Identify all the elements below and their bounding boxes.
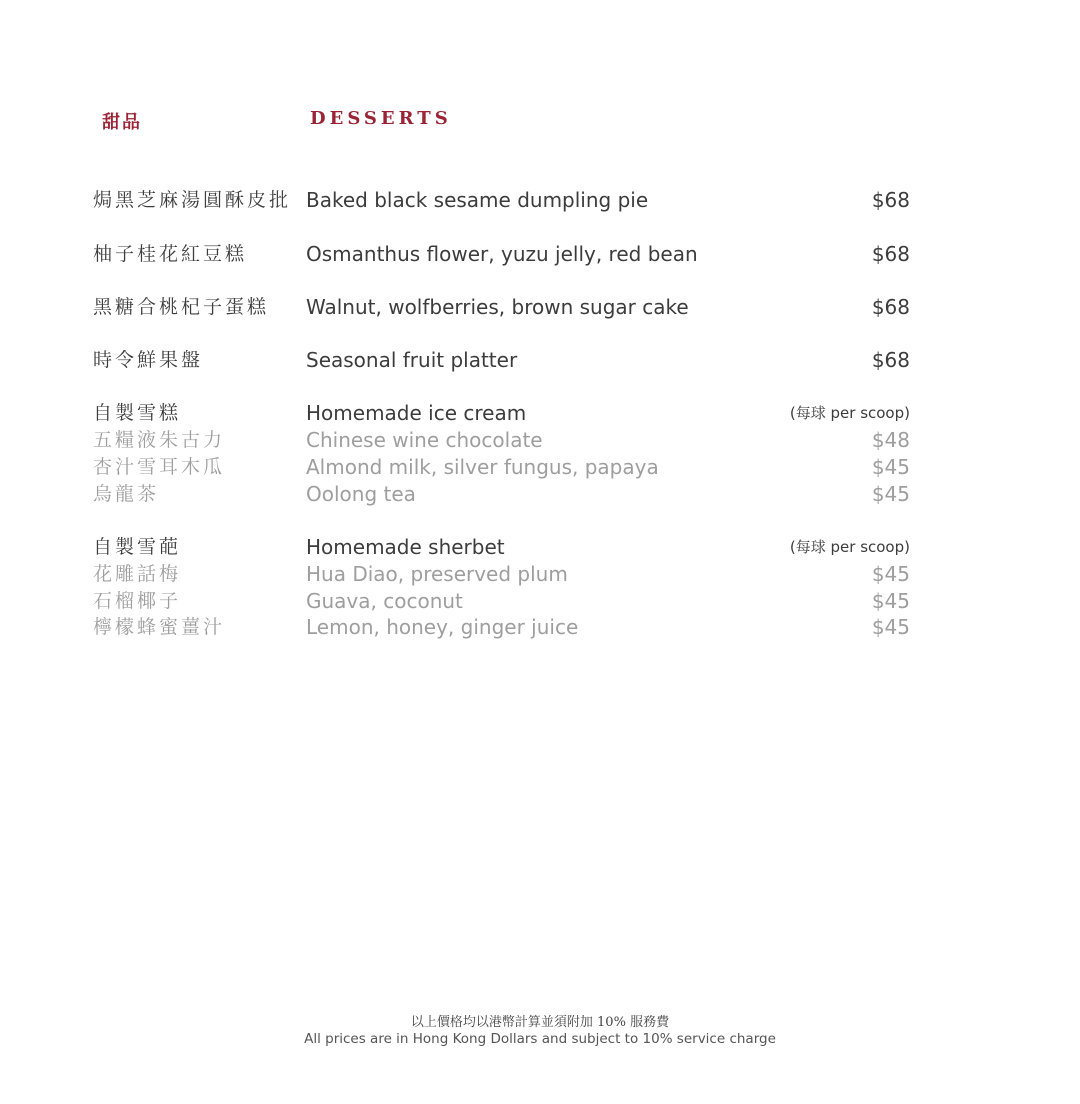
item-name-zh: 時令鮮果盤 xyxy=(93,349,204,371)
flavor-name-en: Oolong tea xyxy=(306,482,416,506)
item-name-en: Seasonal fruit platter xyxy=(306,348,518,372)
list-item xyxy=(0,426,1080,456)
flavor-name-en: Lemon, honey, ginger juice xyxy=(306,615,579,639)
menu-item xyxy=(0,240,1080,270)
group-name-zh: 自製雪糕 xyxy=(93,402,182,424)
item-price: $68 xyxy=(871,295,910,319)
footer-note-zh: 以上價格均以港幣計算並須附加 10% 服務費 xyxy=(410,1015,670,1030)
list-item xyxy=(0,560,1080,590)
menu-item xyxy=(0,346,1080,376)
list-item xyxy=(0,453,1080,483)
section-title-en: DESSERTS xyxy=(310,108,452,129)
list-item xyxy=(0,613,1080,643)
flavor-name-en: Guava, coconut xyxy=(306,589,463,613)
group-header-sherbet xyxy=(0,533,1080,563)
item-price: $68 xyxy=(871,242,910,266)
flavor-price: $45 xyxy=(871,589,910,613)
flavor-name-zh: 花雕話梅 xyxy=(93,563,182,585)
item-price: $68 xyxy=(871,348,910,372)
flavor-price: $45 xyxy=(871,562,910,586)
menu-item xyxy=(0,293,1080,323)
flavor-name-zh: 烏龍茶 xyxy=(93,483,160,505)
flavor-price: $45 xyxy=(871,615,910,639)
item-name-en: Baked black sesame dumpling pie xyxy=(306,188,649,212)
group-name-en: Homemade ice cream xyxy=(306,401,527,425)
item-name-en: Walnut, wolfberries, brown sugar cake xyxy=(306,295,689,319)
footer-note-en: All prices are in Hong Kong Dollars and subject to 10% service charge xyxy=(304,1031,776,1047)
item-name-zh: 柚子桂花紅豆糕 xyxy=(93,243,248,265)
flavor-name-en: Almond milk, silver fungus, papaya xyxy=(306,455,659,479)
flavor-price: $45 xyxy=(871,455,910,479)
flavor-name-en: Hua Diao, preserved plum xyxy=(306,562,568,586)
flavor-price: $45 xyxy=(871,482,910,506)
item-name-zh: 焗黑芝麻湯圓酥皮批 xyxy=(93,189,292,211)
item-price: $68 xyxy=(871,188,910,212)
list-item xyxy=(0,480,1080,510)
price-note: (每球 per scoop) xyxy=(789,404,910,422)
flavor-name-zh: 石榴椰子 xyxy=(93,590,182,612)
flavor-price: $48 xyxy=(871,428,910,452)
flavor-name-zh: 杏汁雪耳木瓜 xyxy=(93,456,226,478)
flavor-name-en: Chinese wine chocolate xyxy=(306,428,543,452)
group-header-ice-cream xyxy=(0,399,1080,429)
menu-item xyxy=(0,186,1080,216)
item-name-en: Osmanthus flower, yuzu jelly, red bean xyxy=(306,242,698,266)
price-note: (每球 per scoop) xyxy=(789,538,910,556)
flavor-name-zh: 檸檬蜂蜜薑汁 xyxy=(93,616,226,638)
section-title-zh: 甜品 xyxy=(102,112,142,133)
item-name-zh: 黑糖合桃杞子蛋糕 xyxy=(93,296,270,318)
group-name-en: Homemade sherbet xyxy=(306,535,505,559)
flavor-name-zh: 五糧液朱古力 xyxy=(93,429,226,451)
group-name-zh: 自製雪葩 xyxy=(93,536,182,558)
